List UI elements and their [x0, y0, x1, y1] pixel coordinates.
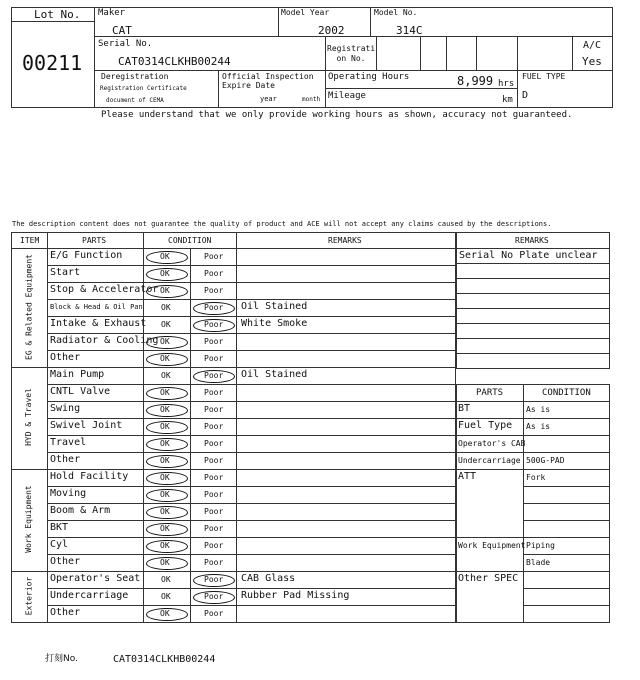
part-label: Start: [50, 267, 81, 278]
pc-col-parts-header: PARTS: [476, 388, 504, 398]
ok-option: OK: [160, 337, 170, 346]
pc-part-label: Fuel Type: [458, 420, 513, 431]
group-label: EG & Related Equipment: [24, 253, 33, 360]
registration-label: Registrati on No.: [327, 44, 376, 63]
serial-label: Serial No.: [98, 39, 153, 49]
poor-option: Poor: [204, 269, 224, 278]
row-divider: [47, 350, 455, 351]
poor-option: Poor: [204, 252, 224, 261]
stamp-number-value: CAT0314CLKHB00244: [113, 654, 216, 665]
pc-condition-value: Blade: [526, 558, 551, 567]
row-divider: [456, 293, 609, 294]
row-divider: [456, 278, 609, 279]
disclaimer: The description content does not guarantee the quality of product and ACE will not accept any claims caused by the descriptions.: [12, 220, 552, 228]
poor-option: Poor: [204, 592, 224, 601]
row-divider: [456, 469, 609, 470]
row-divider: [47, 452, 455, 453]
poor-option: Poor: [204, 337, 224, 346]
remark-text: Rubber Pad Missing: [241, 590, 350, 601]
pc-condition-value: Piping: [526, 541, 555, 550]
poor-option: Poor: [204, 405, 224, 414]
inspection-label: Official Inspection Expire Date: [222, 72, 314, 90]
operating-hours-value: 8,999: [457, 74, 494, 88]
ok-option: OK: [160, 541, 170, 550]
selected-poor-circle: [193, 302, 235, 315]
poor-option: Poor: [204, 286, 224, 295]
ok-option: OK: [160, 609, 170, 618]
part-label: E/G Function: [50, 250, 123, 261]
selected-ok-circle: [146, 472, 188, 485]
part-label: Block & Head & Oil Pan: [50, 303, 143, 311]
group-label: Work Equipment: [24, 485, 33, 553]
poor-option: Poor: [204, 320, 224, 329]
row-divider: [47, 316, 455, 317]
group-divider: [11, 367, 455, 368]
row-divider: [47, 435, 455, 436]
ok-option: OK: [160, 388, 170, 397]
pc-condition-value: As is: [526, 405, 551, 414]
maker-value: CAT: [112, 24, 132, 37]
poor-option: Poor: [204, 541, 224, 550]
poor-option: Poor: [204, 354, 224, 363]
ok-option: OK: [160, 354, 170, 363]
selected-ok-circle: [146, 540, 188, 553]
registration-certificate-label: Registration Certificate: [100, 85, 187, 92]
model-year-label: Model Year: [281, 8, 330, 17]
part-label: Cyl: [50, 539, 69, 550]
header-divider: [456, 401, 609, 402]
ok-option: OK: [161, 303, 171, 312]
deregistration-label: Deregistration: [101, 72, 169, 81]
selected-ok-circle: [146, 353, 188, 366]
poor-option: Poor: [204, 524, 224, 533]
row-divider: [47, 605, 455, 606]
selected-poor-circle: [193, 574, 235, 587]
ac-value: Yes: [582, 55, 602, 68]
remark-text: CAB Glass: [241, 573, 296, 584]
sub-row-divider: [523, 503, 609, 504]
selected-ok-circle: [146, 251, 188, 264]
row-divider: [456, 323, 609, 324]
km-unit: km: [502, 95, 513, 105]
row-divider: [47, 401, 455, 402]
ok-option: OK: [160, 269, 170, 278]
ok-option: OK: [160, 558, 170, 567]
part-label: Other: [50, 352, 81, 363]
ac-label: A/C: [583, 40, 602, 51]
part-label: Moving: [50, 488, 87, 499]
part-label: BKT: [50, 522, 69, 533]
ok-option: OK: [160, 456, 170, 465]
side-remarks-header: REMARKS: [515, 236, 549, 245]
part-label: Operator's Seat: [50, 573, 141, 584]
part-label: Stop & Accelerator: [50, 284, 159, 295]
hrs-unit: hrs: [498, 79, 515, 89]
model-year-value: 2002: [318, 24, 345, 37]
row-divider: [47, 282, 455, 283]
poor-option: Poor: [204, 609, 224, 618]
model-no-label: Model No.: [374, 8, 418, 17]
row-divider: [47, 418, 455, 419]
poor-option: Poor: [204, 473, 224, 482]
ok-option: OK: [161, 371, 171, 380]
fuel-type-value: D: [522, 90, 529, 101]
row-divider: [47, 588, 455, 589]
ok-option: OK: [160, 524, 170, 533]
selected-poor-circle: [193, 319, 235, 332]
sub-row-divider: [523, 605, 609, 606]
remark-text: Oil Stained: [241, 301, 308, 312]
part-label: Swivel Joint: [50, 420, 123, 431]
lot-label: Lot No.: [34, 8, 81, 21]
ok-option: OK: [161, 575, 171, 584]
pc-condition-value: 500G-PAD: [526, 456, 565, 465]
pc-col-condition-header: CONDITION: [542, 388, 591, 398]
part-label: Travel: [50, 437, 87, 448]
sub-row-divider: [523, 588, 609, 589]
poor-option: Poor: [204, 507, 224, 516]
pc-part-label: Work Equipment: [458, 541, 526, 550]
row-divider: [456, 452, 609, 453]
cema-document-label: document of CEMA: [106, 97, 164, 104]
row-divider: [456, 537, 609, 538]
row-divider: [456, 435, 609, 436]
hours-notice: Please understand that we only provide working hours as shown, accuracy not guaranteed.: [101, 110, 573, 120]
selected-ok-circle: [146, 285, 188, 298]
selected-ok-circle: [146, 438, 188, 451]
ok-option: OK: [160, 252, 170, 261]
col-item-header: ITEM: [20, 236, 40, 245]
pc-condition-value: As is: [526, 422, 551, 431]
selected-ok-circle: [146, 387, 188, 400]
ok-option: OK: [160, 439, 170, 448]
ok-option: OK: [160, 473, 170, 482]
pc-part-label: Operator's CAB: [458, 439, 526, 448]
mileage-label: Mileage: [328, 91, 366, 101]
pc-part-label: BT: [458, 403, 471, 414]
part-label: Hold Facility: [50, 471, 129, 482]
selected-ok-circle: [146, 506, 188, 519]
sub-row-divider: [523, 554, 609, 555]
col-condition-header: CONDITION: [168, 236, 212, 245]
selected-poor-circle: [193, 591, 235, 604]
part-label: Radiator & Cooling: [50, 335, 159, 346]
side-remark-text: Serial No Plate unclear: [459, 250, 598, 261]
part-label: CNTL Valve: [50, 386, 111, 397]
ok-option: OK: [161, 592, 171, 601]
ok-option: OK: [160, 286, 170, 295]
selected-poor-circle: [193, 370, 235, 383]
row-divider: [456, 571, 609, 572]
stamp-number-label: 打刻No.: [45, 654, 78, 664]
pc-condition-value: Fork: [526, 473, 546, 482]
selected-ok-circle: [146, 489, 188, 502]
group-label: Exterior: [24, 576, 33, 615]
row-divider: [47, 503, 455, 504]
row-divider: [47, 265, 455, 266]
ok-option: OK: [160, 507, 170, 516]
col-remarks-header: REMARKS: [328, 236, 362, 245]
row-divider: [47, 537, 455, 538]
selected-ok-circle: [146, 404, 188, 417]
part-label: Other: [50, 556, 81, 567]
row-divider: [47, 520, 455, 521]
row-divider: [456, 418, 609, 419]
poor-option: Poor: [204, 371, 224, 380]
poor-option: Poor: [204, 422, 224, 431]
group-divider: [11, 571, 455, 572]
poor-option: Poor: [204, 558, 224, 567]
selected-ok-circle: [146, 336, 188, 349]
row-divider: [456, 338, 609, 339]
selected-ok-circle: [146, 608, 188, 621]
selected-ok-circle: [146, 455, 188, 468]
serial-value: CAT0314CLKHB00244: [118, 55, 231, 68]
fuel-type-label: FUEL TYPE: [522, 72, 566, 81]
row-divider: [47, 333, 455, 334]
poor-option: Poor: [204, 303, 224, 312]
row-divider: [47, 384, 455, 385]
selected-ok-circle: [146, 421, 188, 434]
part-label: Other: [50, 454, 81, 465]
selected-ok-circle: [146, 557, 188, 570]
part-label: Main Pump: [50, 369, 105, 380]
year-label: year: [260, 95, 277, 103]
row-divider: [456, 308, 609, 309]
sub-row-divider: [523, 486, 609, 487]
ok-option: OK: [160, 422, 170, 431]
pc-part-label: ATT: [458, 471, 477, 482]
selected-ok-circle: [146, 268, 188, 281]
ok-option: OK: [160, 405, 170, 414]
row-divider: [47, 486, 455, 487]
row-divider: [456, 353, 609, 354]
model-no-value: 314C: [396, 24, 423, 37]
remark-text: Oil Stained: [241, 369, 308, 380]
maker-label: Maker: [98, 8, 126, 18]
month-label: month: [302, 96, 321, 103]
part-label: Swing: [50, 403, 81, 414]
part-label: Other: [50, 607, 81, 618]
pc-part-label: Other SPEC: [458, 573, 519, 584]
poor-option: Poor: [204, 388, 224, 397]
selected-ok-circle: [146, 523, 188, 536]
group-divider: [11, 469, 455, 470]
ok-option: OK: [161, 320, 171, 329]
row-divider: [47, 554, 455, 555]
poor-option: Poor: [204, 456, 224, 465]
row-divider: [456, 263, 609, 264]
operating-hours-label: Operating Hours: [328, 72, 410, 82]
poor-option: Poor: [204, 575, 224, 584]
row-divider: [47, 299, 455, 300]
sub-row-divider: [523, 520, 609, 521]
poor-option: Poor: [204, 439, 224, 448]
lot-number: 00211: [22, 51, 83, 75]
group-label: HYD & Travel: [24, 388, 33, 446]
pc-part-label: Undercarriage: [458, 456, 521, 465]
part-label: Boom & Arm: [50, 505, 111, 516]
poor-option: Poor: [204, 490, 224, 499]
col-parts-header: PARTS: [82, 236, 107, 245]
remark-text: White Smoke: [241, 318, 308, 329]
part-label: Intake & Exhaust: [50, 318, 147, 329]
ok-option: OK: [160, 490, 170, 499]
part-label: Undercarriage: [50, 590, 129, 601]
